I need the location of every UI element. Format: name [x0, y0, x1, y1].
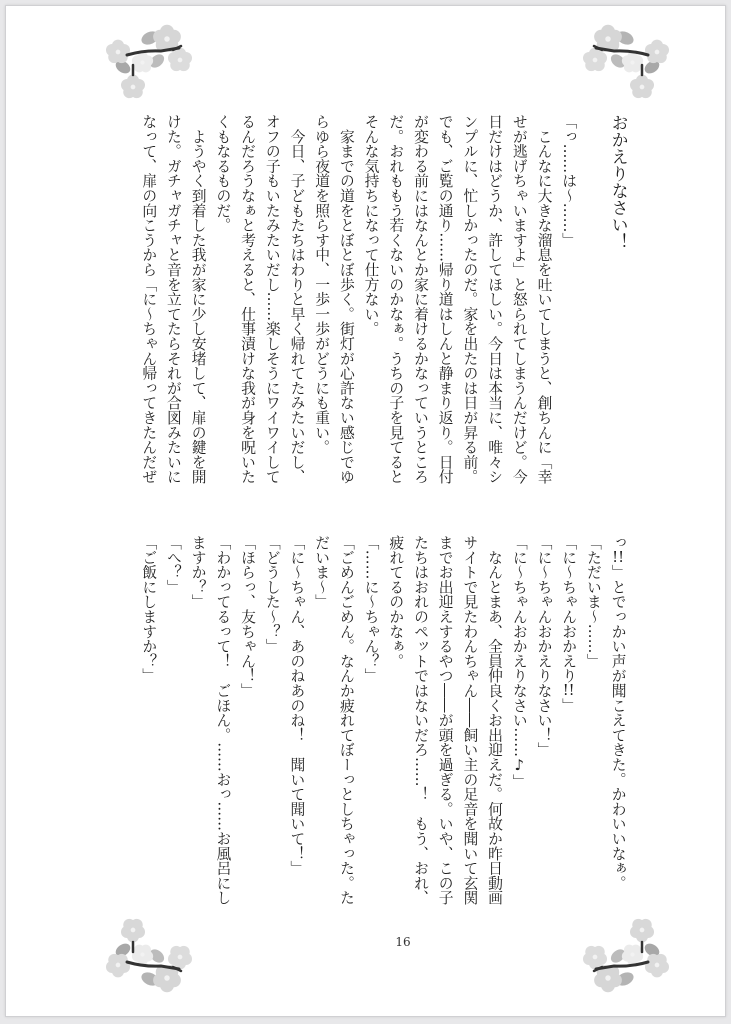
- dialogue-line: ますか？」: [189, 535, 207, 609]
- text-line: 今日、子どもたちはわりと早く帰れてたみたいだし、: [288, 114, 306, 484]
- text-line: 疲れてるのかなぁ。: [387, 535, 405, 669]
- text-line: ンプルに、忙しかったのだ。家を出たのは日が昇る前。: [461, 114, 479, 484]
- text-line: なって、扉の向こうから「に〜ちゃん帰ってきたんだぜ: [140, 114, 158, 484]
- text-line: までお出迎えするやつ――が頭を過ぎる。いや、この子: [436, 535, 454, 905]
- text-line: ようやく到着した我が家に少し安堵して、扉の鍵を開: [189, 114, 207, 484]
- floral-branch-icon: [100, 20, 200, 110]
- floral-branch-icon: [575, 907, 675, 997]
- dialogue-line: 「わかってるって！ ごほん。……おっ……お風呂にし: [214, 535, 232, 905]
- text-line: 日だけはどうか、許してほしい。今日は本当に、唯々シ: [486, 114, 504, 484]
- chapter-title: おかえりなさい！: [607, 114, 628, 250]
- text-line: そんな気持ちになって仕方ない。: [362, 114, 380, 336]
- dialogue-line: 「に〜ちゃんおかえりなさい！」: [535, 535, 553, 757]
- text-line: っ!!」とでっかい声が聞こえてきた。かわいいなぁ。: [609, 535, 627, 891]
- floral-branch-icon: [575, 20, 675, 110]
- text-line: 家までの道をとぼとぼ歩く。街灯が心許ない感じでゆ: [337, 114, 355, 484]
- floral-branch-icon: [100, 907, 200, 997]
- dialogue-line: だいま〜」: [313, 535, 331, 609]
- text-line: サイトで見たわんちゃん――飼い主の足音を聞いて玄関: [461, 535, 479, 905]
- lower-text-tier: [136, 535, 630, 911]
- text-line: なんとまあ、全員仲良くお出迎えだ。何故か昨日動画: [486, 535, 504, 905]
- upper-text-tier: [136, 114, 630, 490]
- dialogue-line: 「に〜ちゃん、あのねあのね！ 聞いて聞いて！」: [288, 535, 306, 876]
- text-line: らゆら夜道を照らす中、一歩一歩がどうにも重い。: [313, 114, 331, 455]
- dialogue-line: 「に〜ちゃんおかえり!!」: [560, 535, 578, 713]
- text-line: けた。ガチャガチャと音を立てたらそれが合図みたいに: [164, 114, 182, 484]
- blank-line: [580, 114, 605, 490]
- text-line: こんなに大きな溜息を吐いてしまうと、創ちんに「幸: [535, 114, 553, 484]
- text-line: 「っ……は〜……」: [560, 114, 578, 248]
- dialogue-line: 「に〜ちゃんおかえりなさい……♪」: [510, 535, 528, 789]
- text-line: たちはおれのペットではないだろ……！ もう、おれ、: [411, 535, 429, 905]
- dialogue-line: 「ただいま〜……」: [584, 535, 602, 669]
- text-line: せが逃げちゃいますよ」と怒られてしまうんだけど。今: [510, 114, 528, 484]
- page-number: 16: [395, 935, 411, 949]
- tate-chu-yoko: !!: [562, 683, 575, 698]
- text-line: が変わる前にはなんとか家に着けるかなっていうところ: [411, 114, 429, 484]
- text-line: オフの子もいたみたいだし……楽しそうにワイワイして: [263, 114, 281, 484]
- dialogue-line: 「ほらっ、友ちゃん！」: [239, 535, 257, 698]
- text-line: くもなるものだ。: [214, 114, 232, 233]
- dialogue-line: 「……に〜ちゃん？」: [362, 535, 380, 683]
- dialogue-line: 「へ？」: [164, 535, 182, 595]
- text-line: るんだろうなぁと考えると、仕事漬けな我が身を呪いた: [239, 114, 257, 484]
- tate-chu-yoko: !!: [612, 549, 625, 565]
- text-line: だ。おれももう若くないのかなぁ。うちの子を見てると: [387, 114, 405, 484]
- text-line: でも、ご覧の通り……帰り道はしんと静まり返り。日付: [436, 114, 454, 484]
- dialogue-line: 「ご飯にしますか？」: [140, 535, 158, 683]
- dialogue-line: 「どうした〜？」: [263, 535, 281, 654]
- dialogue-line: 「ごめんごめん。なんか疲れてぼーっとしちゃった。た: [337, 535, 355, 905]
